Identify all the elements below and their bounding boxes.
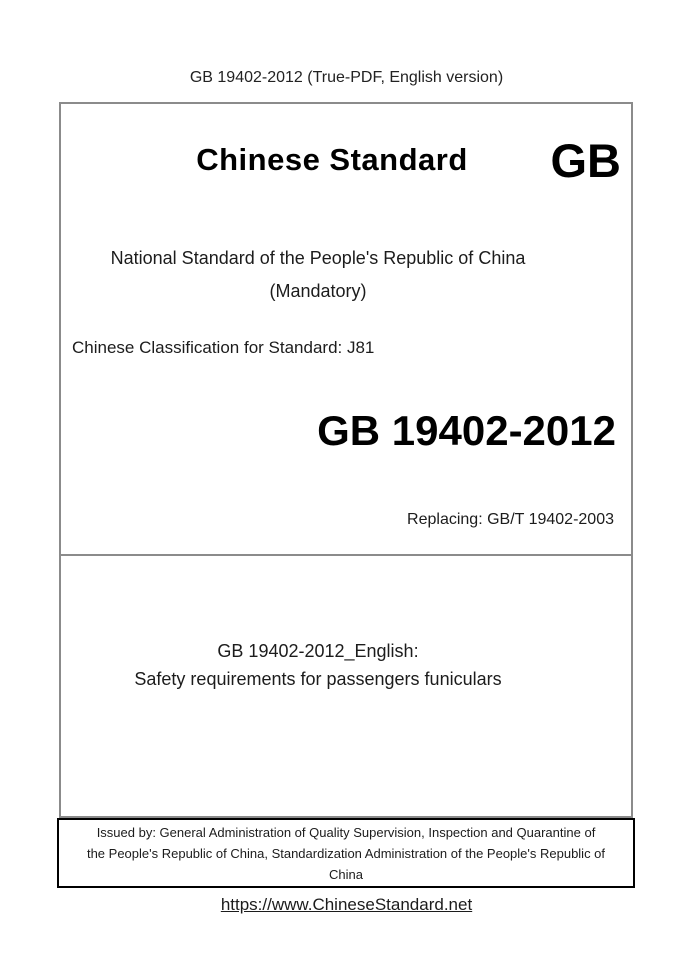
mandatory-label: (Mandatory) — [269, 281, 367, 301]
cover-box — [59, 102, 633, 818]
section-divider — [61, 554, 631, 556]
national-title: National Standard of the People's Republic of China — [110, 248, 526, 268]
gb-logo: GB — [550, 134, 621, 187]
footer — [0, 894, 693, 916]
english-title-line2: Safety requirements for passengers funiculars — [134, 669, 502, 689]
classification-line: Chinese Classification for Standard: J81 — [72, 338, 375, 357]
brand-row — [61, 134, 631, 190]
site-link[interactable]: https://www.ChineseStandard.net — [220, 895, 473, 914]
english-title-line1: GB 19402-2012_English: — [217, 641, 419, 661]
standard-number: GB 19402-2012 — [317, 407, 616, 454]
issued-by-line3: China — [329, 867, 363, 882]
national-title-block — [61, 242, 631, 308]
issued-by-line2: the People's Republic of China, Standardization Administration of the People's Republic of — [86, 846, 606, 861]
replacing-note: Replacing: GB/T 19402-2003 — [407, 511, 614, 528]
english-title-block — [61, 637, 631, 693]
document-header-line: GB 19402-2012 (True-PDF, English version) — [189, 69, 504, 86]
issued-by-box — [57, 818, 635, 888]
brand-title: Chinese Standard — [196, 142, 468, 177]
issued-by-line1: Issued by: General Administration of Quality Supervision, Inspection and Quarantine of — [96, 825, 596, 840]
